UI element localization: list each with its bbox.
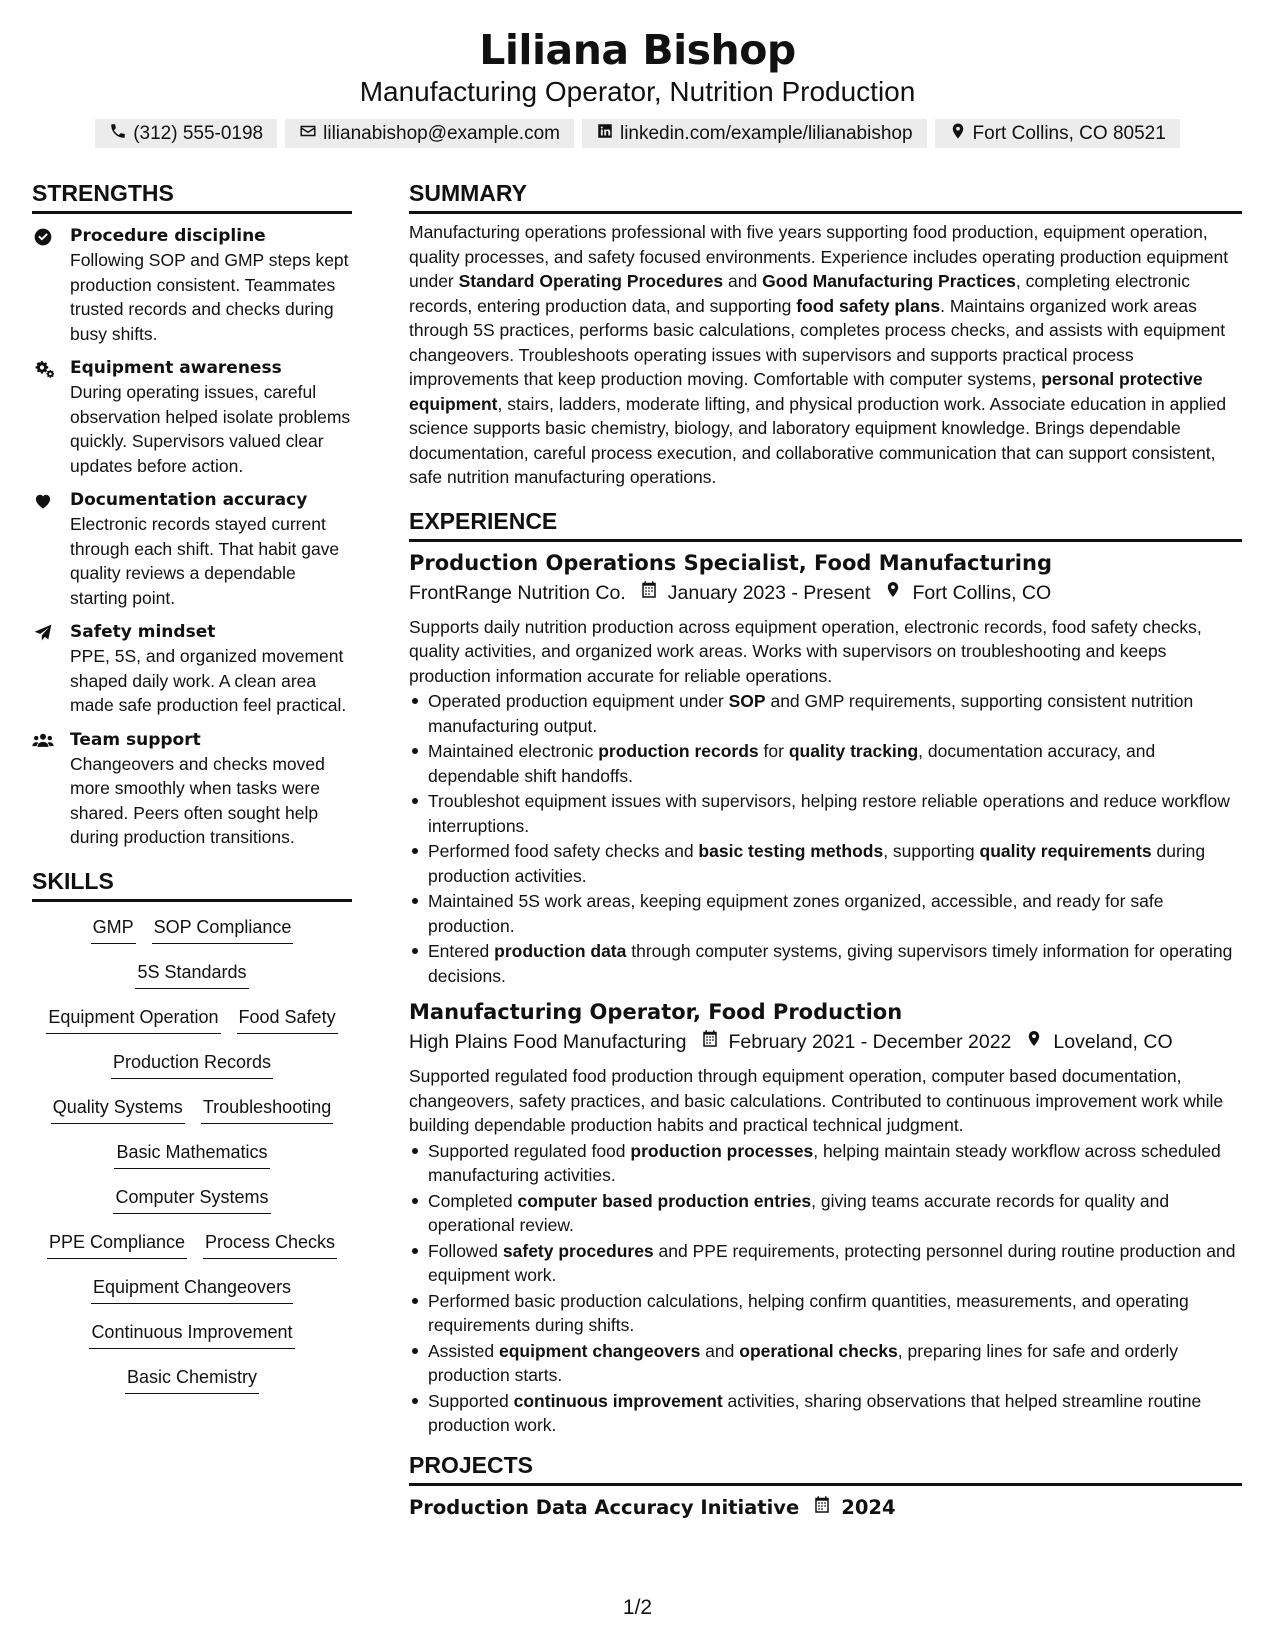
bullet-item: Troubleshot equipment issues with supervisors, helping restore reliable operations and reduce workflow interruptions. <box>409 789 1242 838</box>
skill-row <box>32 1319 352 1364</box>
skill-tag: 5S Standards <box>135 959 248 989</box>
map-pin-icon <box>1011 1027 1053 1057</box>
skill-tag: Quality Systems <box>51 1094 185 1124</box>
heart-icon <box>32 491 54 511</box>
bullet-item: Operated production equipment under SOP and GMP requirements, supporting consistent nutrition manufacturing output. <box>409 689 1242 738</box>
strength-title: Procedure discipline <box>70 226 266 246</box>
map-pin-icon <box>949 122 967 146</box>
left-column <box>32 178 352 1409</box>
skill-row <box>32 959 352 1004</box>
candidate-name: Liliana Bishop <box>479 26 796 74</box>
skill-tag: Troubleshooting <box>201 1094 333 1124</box>
calendar-icon <box>799 1493 841 1523</box>
job-bullets <box>409 689 1242 988</box>
strength-desc: During operating issues, careful observation helped isolate problems quickly. Supervisors valued clear updates before action. <box>70 382 351 476</box>
project-year: 2024 <box>841 1495 896 1519</box>
job-bullets <box>409 1139 1242 1438</box>
strength-desc: PPE, 5S, and organized movement shaped daily work. A clean area made safe production feel practical. <box>70 646 347 715</box>
email-text: lilianabishop@example.com <box>323 122 560 144</box>
calendar-icon <box>687 1027 729 1057</box>
bullet-item: Performed food safety checks and basic testing methods, supporting quality requirements during production activities. <box>409 839 1242 888</box>
strength-title: Documentation accuracy <box>70 490 308 510</box>
summary-heading: SUMMARY <box>409 178 1242 214</box>
projects-heading: PROJECTS <box>409 1450 1242 1486</box>
users-icon <box>32 731 54 751</box>
skill-tag: Process Checks <box>203 1229 337 1259</box>
job-title: Production Operations Specialist, Food Manufacturing <box>409 550 1052 575</box>
job-dates: January 2023 - Present <box>667 581 871 604</box>
bullet-item: Completed computer based production entries, giving teams accurate records for quality and operational review. <box>409 1189 1242 1238</box>
skills-section <box>32 866 352 1409</box>
strength-desc: Following SOP and GMP steps kept production consistent. Teammates trusted records and checks during busy shifts. <box>70 250 349 344</box>
skill-row <box>32 1049 352 1094</box>
bullet-item: Followed safety procedures and PPE requirements, protecting personnel during routine production and equipment work. <box>409 1239 1242 1288</box>
phone-text: (312) 555-0198 <box>133 122 264 144</box>
linkedin-icon <box>596 122 614 146</box>
job-description: Supported regulated food production through equipment operation, computer based documentation, changeovers, safety practices, and basic calculations. Contributed to continuous improvement work while building dependable production habits and practical technical judgment. <box>409 1066 1224 1135</box>
bullet-item: Supported continuous improvement activities, sharing observations that helped streamline routine production work. <box>409 1389 1242 1438</box>
skill-row <box>32 1139 352 1184</box>
skill-tag: Computer Systems <box>113 1184 270 1214</box>
strength-item <box>32 356 352 478</box>
project-title: Production Data Accuracy Initiative <box>409 1495 800 1519</box>
skill-row <box>32 1184 352 1229</box>
skill-tag: Production Records <box>111 1049 273 1079</box>
bullet-item: Entered production data through computer systems, giving supervisors timely information for operating decisions. <box>409 939 1242 988</box>
strengths-section <box>32 178 352 850</box>
skill-row <box>32 1229 352 1274</box>
strengths-heading: STRENGTHS <box>32 178 352 214</box>
job-description: Supports daily nutrition production across equipment operation, electronic records, food safety checks, quality activities, and organized work areas. Works with supervisors on troubleshooting and keeps production information accurate for reliable operations. <box>409 616 1202 686</box>
strength-title: Team support <box>70 729 201 750</box>
skill-tag: Food Safety <box>237 1004 338 1034</box>
experience-section <box>409 506 1242 1438</box>
skill-tag: Basic Mathematics <box>114 1139 269 1169</box>
job-meta <box>409 1027 1242 1057</box>
contact-location <box>935 119 1180 148</box>
strength-item <box>32 224 352 346</box>
project-entry <box>409 1493 1242 1523</box>
job-dates: February 2021 - December 2022 <box>728 1031 1012 1053</box>
skill-row <box>32 914 352 959</box>
phone-icon <box>109 122 127 146</box>
skill-row <box>32 1274 352 1319</box>
skill-tag: SOP Compliance <box>152 914 294 944</box>
bullet-item: Supported regulated food production processes, helping maintain steady workflow across scheduled manufacturing activities. <box>409 1139 1242 1188</box>
strength-desc: Changeovers and checks moved more smoothly when tasks were shared. Peers often sought help during production transitions. <box>70 753 325 847</box>
gears-icon <box>32 359 54 379</box>
calendar-icon <box>626 578 668 608</box>
contact-bar <box>0 119 1275 148</box>
skill-row <box>32 1004 352 1049</box>
contact-linkedin[interactable] <box>582 119 927 148</box>
paper-plane-icon <box>32 623 54 643</box>
skill-tag: Equipment Operation <box>46 1004 220 1034</box>
job-meta <box>409 578 1242 608</box>
check-circle-icon <box>32 227 54 247</box>
skill-row <box>32 1364 352 1409</box>
job-location: Loveland, CO <box>1053 1031 1173 1053</box>
skill-tag: Continuous Improvement <box>89 1319 294 1349</box>
right-column <box>409 178 1242 1523</box>
resume-header <box>0 24 1275 148</box>
skill-row <box>32 1094 352 1139</box>
job-location: Fort Collins, CO <box>912 581 1052 604</box>
summary-text: Manufacturing operations professional with five years supporting food production, equipment operation, quality processes, and safety focused environments. Experience includes operating production equipment under Standard Operating Procedures and Good Manufacturing Practices, completing electronic records, entering production data, and supporting food safety plans. Maintains organized work areas through 5S practices, performs basic calculations, completes process checks, and assists with equipment changeovers. Troubleshoots operating issues with supervisors and supports practical process improvements that keep production moving. Comfortable with computer systems, personal protective equipment, stairs, ladders, moderate lifting, and physical production work. Associate education in applied science supports basic chemistry, biology, and laboratory equipment knowledge. Brings dependable documentation, careful process execution, and collaborative communication that can support consistent, safe nutrition manufacturing operations. <box>409 222 1229 487</box>
strength-item <box>32 488 352 610</box>
location-text: Fort Collins, CO 80521 <box>972 122 1166 144</box>
job-company: FrontRange Nutrition Co. <box>409 581 626 604</box>
skill-tag: PPE Compliance <box>47 1229 187 1259</box>
page-number: 1/2 <box>622 1596 653 1619</box>
candidate-title: Manufacturing Operator, Nutrition Production <box>359 76 916 107</box>
bullet-item: Maintained electronic production records for quality tracking, documentation accuracy, and dependable shift handoffs. <box>409 739 1242 788</box>
skill-tag: Basic Chemistry <box>125 1364 259 1394</box>
strength-title: Safety mindset <box>70 622 216 642</box>
skills-heading: SKILLS <box>32 866 352 902</box>
strength-title: Equipment awareness <box>70 358 282 378</box>
summary-section <box>409 178 1242 490</box>
strength-desc: Electronic records stayed current through each shift. That habit gave quality reviews a dependable starting point. <box>70 514 340 608</box>
job-entry <box>409 548 1242 989</box>
strength-item <box>32 728 352 850</box>
skill-tag: GMP <box>91 914 136 944</box>
job-company: High Plains Food Manufacturing <box>409 1031 687 1053</box>
contact-email[interactable] <box>285 119 574 148</box>
projects-section <box>409 1450 1242 1523</box>
bullet-item: Performed basic production calculations, helping confirm quantities, measurements, and operating requirements during shifts. <box>409 1289 1242 1338</box>
job-entry <box>409 997 1242 1438</box>
job-title: Manufacturing Operator, Food Production <box>409 1000 903 1024</box>
map-pin-icon <box>870 578 912 608</box>
bullet-item: Maintained 5S work areas, keeping equipment zones organized, accessible, and ready for safe production. <box>409 889 1242 938</box>
bullet-item: Assisted equipment changeovers and operational checks, preparing lines for safe and orderly production starts. <box>409 1339 1242 1388</box>
experience-heading: EXPERIENCE <box>409 506 1242 542</box>
contact-phone[interactable] <box>95 119 277 148</box>
strength-item <box>32 620 352 718</box>
skills-list <box>32 914 352 1409</box>
skill-tag: Equipment Changeovers <box>91 1274 293 1304</box>
linkedin-text: linkedin.com/example/lilianabishop <box>619 122 913 144</box>
envelope-icon <box>299 122 317 146</box>
